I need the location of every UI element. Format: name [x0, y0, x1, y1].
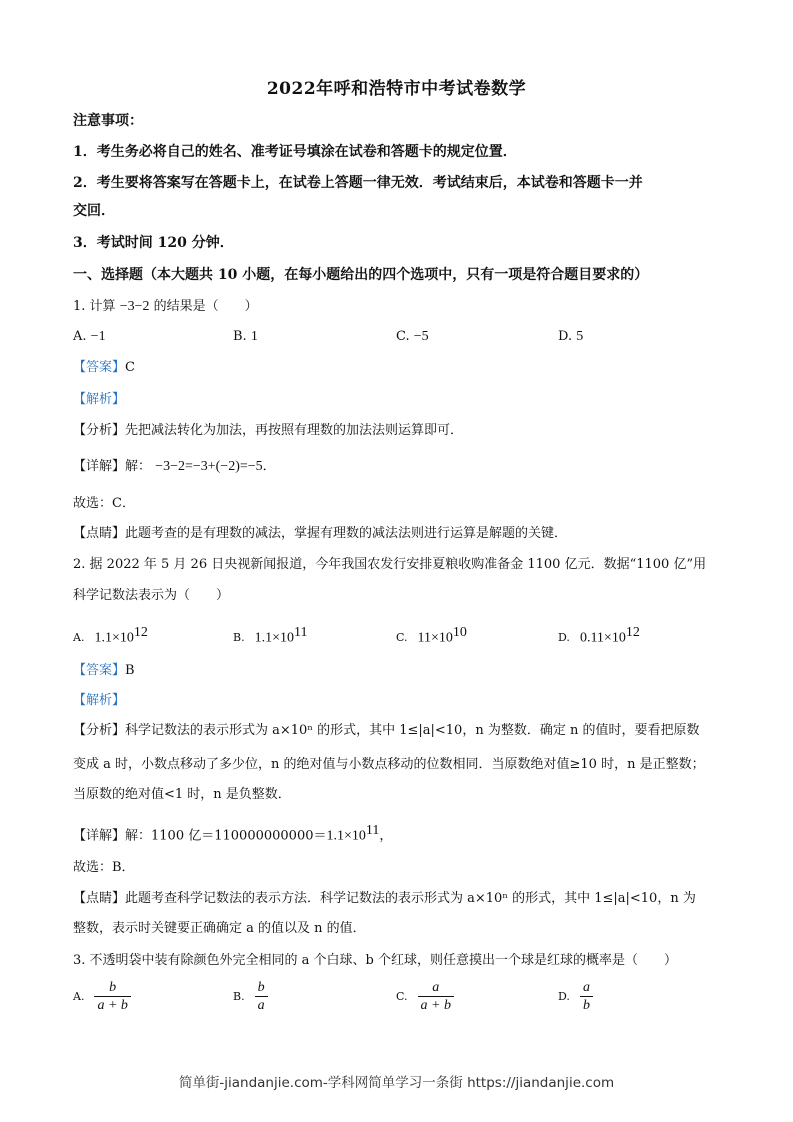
fraction-numerator: b	[109, 980, 117, 995]
q2-stem-line-2: 科学记数法表示为（ ）	[73, 588, 230, 603]
notice-heading: 注意事项：	[73, 113, 143, 129]
q3-stem: 3. 不透明袋中装有除颜色外完全相同的 a 个白球、b 个红球，则任意摸出一个球是红球的概率是（ ）	[73, 953, 678, 968]
q2-fenxi-text: 科学记数法的表示形式为 a×10ⁿ 的形式，其中 1≤|a|<10，n 为整数．确定 n 的值时，要看把原数	[125, 723, 700, 738]
fraction-denominator: a + b	[418, 996, 454, 1014]
q2-option-d	[558, 624, 640, 647]
option-label: B.	[233, 631, 245, 645]
q2-fenxi-line-3: 当原数的绝对值<1 时，n 是负整数．	[73, 787, 291, 802]
option-label: D.	[558, 990, 570, 1003]
detail-tag: 【详解】	[73, 828, 126, 844]
option-text: 5	[576, 329, 584, 344]
q1-choose: 故选：C．	[73, 496, 135, 511]
option-exponent: 12	[133, 625, 148, 640]
q2-choose: 故选：B．	[73, 860, 135, 875]
q2-option-a	[73, 624, 148, 647]
q1-detail	[73, 458, 276, 476]
q1-option-d	[558, 328, 583, 346]
section-heading: 一、选择题（本大题共 10 小题，在每小题给出的四个选项中，只有一项是符合题目要求的）	[73, 267, 649, 283]
option-label: C.	[396, 329, 410, 344]
q2-comment-text: 此题考查科学记数法的表示方法．科学记数法的表示形式为 a×10ⁿ 的形式，其中 1≤|a|<10，n 为	[125, 891, 696, 906]
notice-item-3: 3．考试时间 120 分钟．	[73, 235, 234, 251]
comment-tag: 【点睛】	[73, 526, 126, 541]
q2-comment-line-2: 整数，表示时关键要正确确定 a 的值以及 n 的值．	[73, 921, 366, 936]
page-title: 2022年呼和浩特市中考试卷数学	[266, 79, 527, 99]
q3-option-d	[558, 979, 593, 1014]
fraction-denominator: a + b	[94, 996, 130, 1014]
analysis-tag: 【解析】	[73, 392, 126, 407]
option-label: D.	[558, 631, 570, 645]
q3-option-a	[73, 979, 131, 1014]
q2-answer	[73, 662, 135, 680]
option-text: 1	[250, 329, 258, 344]
option-label: A.	[73, 329, 87, 344]
q2-detail-exponent: 11	[365, 823, 380, 838]
fenxi-tag: 【分析】	[73, 723, 126, 738]
notice-item-2-cont: 交回．	[73, 203, 115, 219]
q1-stem	[73, 298, 258, 316]
answer-tag: 【答案】	[73, 360, 126, 375]
q1-stem-pre: 1. 计算	[73, 299, 116, 314]
answer-tag: 【答案】	[73, 663, 126, 678]
fraction	[255, 979, 268, 1014]
q1-comment-text: 此题考查的是有理数的减法，掌握有理数的减法法则进行运算是解题的关键．	[125, 526, 568, 541]
option-exponent: 12	[625, 625, 640, 640]
q1-detail-post: ．	[262, 459, 276, 474]
option-exponent: 11	[294, 625, 308, 640]
q2-answer-value: B	[125, 663, 135, 678]
fraction	[94, 979, 130, 1014]
q2-detail-pre: 解：1100 亿＝110000000000＝	[125, 828, 327, 844]
fraction-numerator: a	[582, 980, 590, 995]
q1-answer-value: C	[125, 360, 135, 375]
q2-option-b	[233, 624, 307, 647]
q2-analysis	[73, 692, 125, 710]
fraction-numerator: a	[432, 980, 440, 995]
q1-fenxi	[73, 422, 463, 440]
option-label: A.	[73, 990, 85, 1003]
option-label: C.	[396, 631, 408, 645]
q2-option-c	[396, 624, 467, 647]
q2-detail	[73, 822, 392, 845]
option-text: −1	[90, 329, 106, 344]
option-label: B.	[233, 329, 247, 344]
q3-option-b	[233, 979, 268, 1014]
q2-fenxi-line-1	[73, 722, 699, 740]
option-base: 0.11×10	[579, 630, 626, 646]
q1-option-b	[233, 328, 258, 346]
q2-stem-line-1: 2. 据 2022 年 5 月 26 日央视新闻报道，今年我国农发行安排夏粮收购准备金 1100 亿元．数据“1100 亿”用	[73, 557, 707, 572]
q1-stem-post: 的结果是（ ）	[153, 299, 258, 314]
fraction-denominator: b	[580, 996, 593, 1014]
option-label: B.	[233, 990, 245, 1003]
option-base: 1.1×10	[94, 630, 134, 646]
q1-option-a	[73, 328, 106, 346]
notice-item-1: 1．考生务必将自己的姓名、准考证号填涂在试卷和答题卡的规定位置．	[73, 144, 517, 160]
page-footer: 简单街-jiandanjie.com-学科网简单学习一条街 https://jiandanjie.com	[178, 1075, 615, 1091]
notice-item-2: 2．考生要将答案写在答题卡上，在试卷上答题一律无效．考试结束后，本试卷和答题卡一并	[73, 175, 643, 191]
option-label: C.	[396, 990, 408, 1003]
comment-tag: 【点睛】	[73, 891, 126, 906]
detail-tag: 【详解】	[73, 459, 126, 474]
q3-option-c	[396, 979, 454, 1014]
fraction	[418, 979, 454, 1014]
q1-comment	[73, 525, 567, 543]
q2-detail-post: ，	[379, 828, 393, 844]
fenxi-tag: 【分析】	[73, 423, 126, 438]
q2-detail-base: 1.1×10	[326, 828, 366, 844]
q2-comment-line-1	[73, 890, 696, 908]
q1-option-c	[396, 328, 429, 346]
option-text: −5	[413, 329, 429, 344]
fraction-numerator: b	[257, 980, 265, 995]
option-label: A.	[73, 631, 85, 645]
analysis-tag: 【解析】	[73, 693, 126, 708]
q1-stem-expr: −3−2	[119, 299, 150, 314]
q2-fenxi-line-2: 变成 a 时，小数点移动了多少位，n 的绝对值与小数点移动的位数相同．当原数绝对值≥10 时，n 是正整数；	[73, 757, 705, 772]
q1-detail-expr: −3−2=−3+(−2)=−5	[155, 459, 263, 474]
q1-answer	[73, 359, 135, 377]
fraction	[580, 979, 593, 1014]
q1-fenxi-text: 先把减法转化为加法，再按照有理数的加法法则运算即可．	[125, 423, 464, 438]
option-exponent: 10	[452, 625, 467, 640]
q1-detail-pre: 解：	[125, 459, 152, 474]
option-base: 1.1×10	[254, 630, 294, 646]
option-base: 11×10	[417, 630, 453, 646]
option-label: D.	[558, 329, 573, 344]
fraction-denominator: a	[255, 996, 268, 1014]
q1-analysis	[73, 391, 125, 409]
